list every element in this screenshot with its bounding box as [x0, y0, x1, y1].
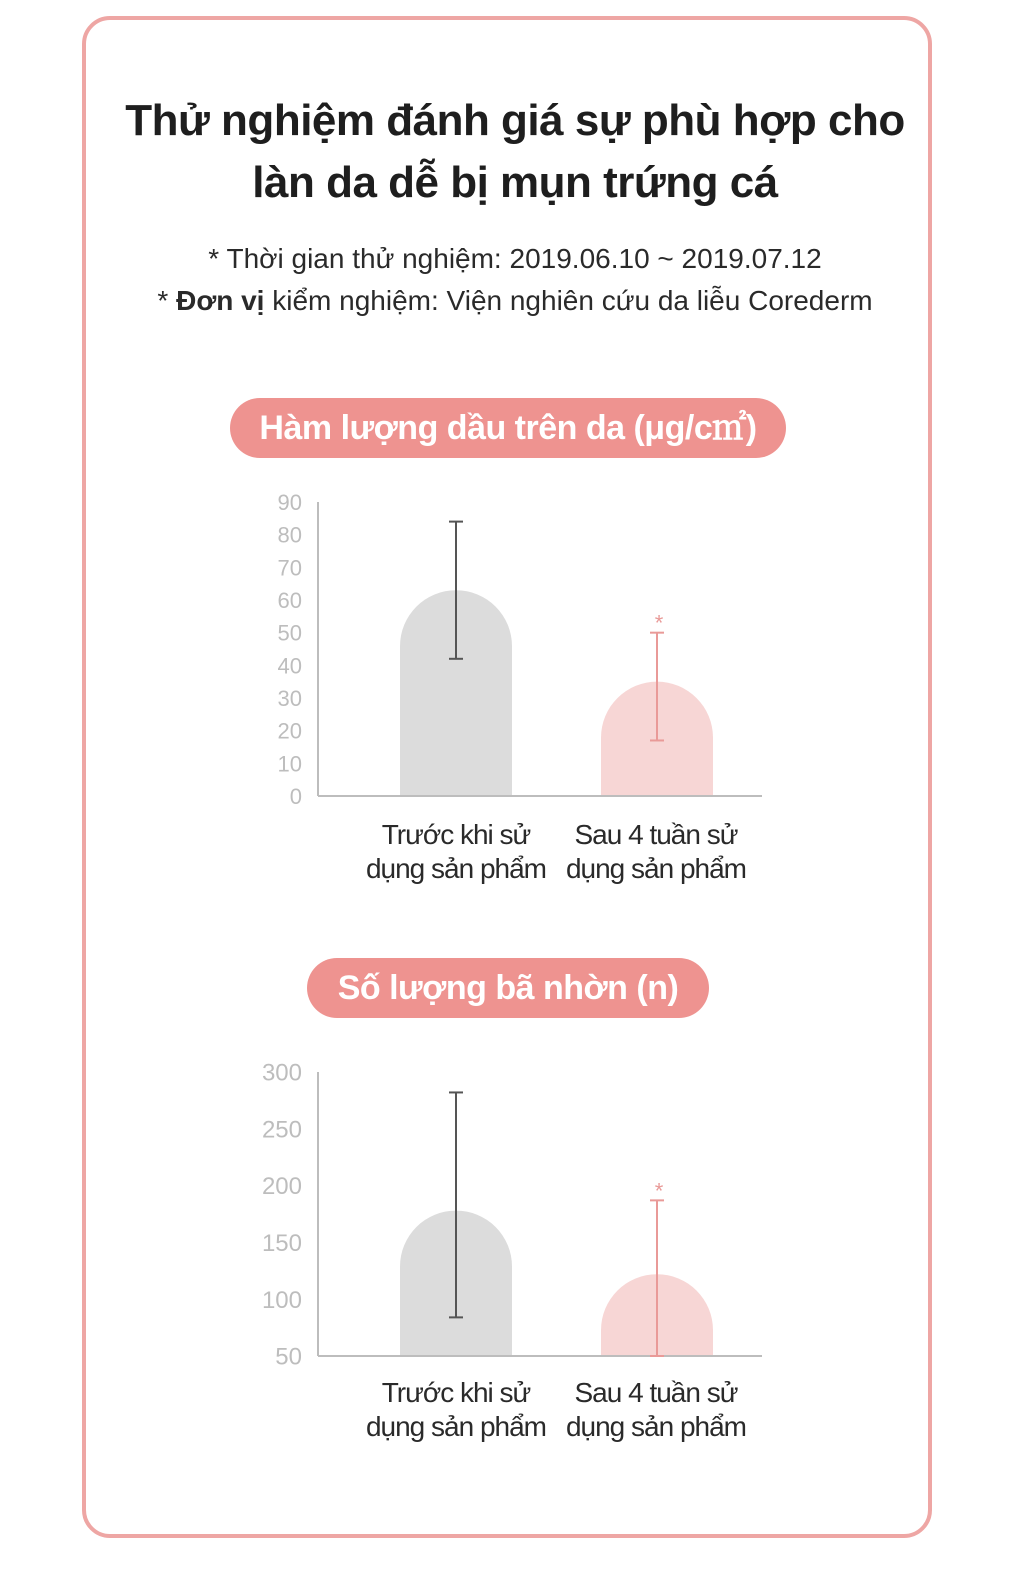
test-period-label: * Thời gian thử nghiệm:	[208, 243, 502, 274]
test-info	[0, 238, 1030, 322]
x-label-before	[356, 818, 556, 886]
y-tick-label: 60	[277, 587, 302, 613]
title-line-1: Thử nghiệm đánh giá sự phù hợp cho	[125, 96, 905, 145]
x-label-after-line2: dụng sản phẩm	[565, 853, 747, 884]
x-label-before-line1: Trước khi sử	[381, 1377, 531, 1408]
title-line-2: làn da dễ bị mụn trứng cá	[252, 158, 778, 207]
x-label-after	[556, 1376, 756, 1444]
x-label-before-line1: Trước khi sử	[381, 819, 531, 850]
y-tick-label: 200	[261, 1173, 302, 1201]
y-tick-label: 80	[277, 522, 302, 548]
significance-marker: *	[654, 610, 664, 636]
x-label-before-line2: dụng sản phẩm	[365, 1411, 547, 1442]
x-label-after-line2: dụng sản phẩm	[565, 1411, 747, 1442]
x-label-before	[356, 1376, 556, 1444]
y-tick-label: 300	[261, 1059, 302, 1087]
x-label-after	[556, 818, 756, 886]
y-tick-label: 90	[277, 489, 302, 515]
test-unit-line	[0, 280, 1030, 322]
x-label-before-line2: dụng sản phẩm	[365, 853, 547, 884]
test-unit-label-bold: Đơn vị	[176, 285, 265, 316]
chart-title-sebum: Số lượng bã nhờn (n)	[307, 958, 709, 1018]
significance-marker: *	[654, 1178, 664, 1204]
test-period-line	[0, 238, 1030, 280]
x-label-after-line1: Sau 4 tuần sử	[574, 819, 738, 850]
chart-oil-content	[0, 480, 1030, 900]
y-tick-label: 70	[277, 555, 302, 581]
test-unit-label-rest: kiểm nghiệm:	[264, 285, 439, 316]
test-period-value: 2019.06.10 ~ 2019.07.12	[509, 243, 822, 274]
y-tick-label: 10	[277, 751, 302, 777]
chart-title-oil: Hàm lượng dầu trên da (μg/c㎡)	[230, 398, 786, 458]
y-tick-label: 50	[275, 1343, 302, 1371]
x-label-after-line1: Sau 4 tuần sử	[574, 1377, 738, 1408]
y-tick-label: 30	[277, 685, 302, 711]
y-tick-label: 100	[261, 1286, 302, 1314]
test-unit-prefix: *	[157, 285, 177, 316]
y-tick-label: 40	[277, 653, 302, 679]
y-tick-label: 250	[261, 1116, 302, 1144]
y-tick-label: 20	[277, 718, 302, 744]
y-tick-label: 0	[289, 783, 302, 809]
y-tick-label: 150	[261, 1230, 302, 1258]
chart-sebum-count	[0, 1050, 1030, 1460]
page-title	[0, 90, 1030, 214]
y-tick-label: 50	[277, 620, 302, 646]
test-unit-value: Viện nghiên cứu da liễu Corederm	[446, 285, 873, 316]
